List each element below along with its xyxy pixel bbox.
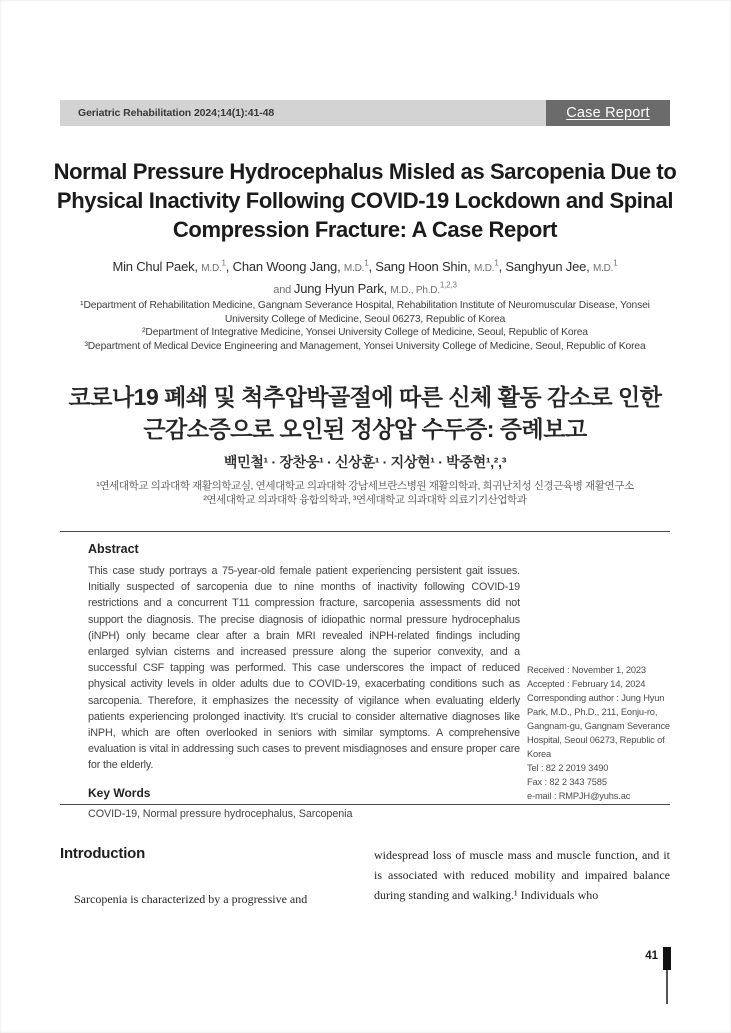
divider-above-abstract	[60, 531, 670, 532]
abstract-text: This case study portrays a 75-year-old female patient experiencing persistent gait issues. Initially suspected of sarcopenia due to nine months of inactivity following COVID-19 restrictions and a concurrent T11 compression fracture, sarcopenia assessments did not support the diagnosis. The precise diagnosis of idiopathic normal pressure hydrocephalus (iNPH) only became clear after a brain MRI revealed iNPH-related findings including enlarged sylvian cisterns and increased pressure along the superior convexity, and a successful CSF tapping was performed. This case underscores the impact of reduced physical activity levels in older adults due to COVID-19, exacerbating conditions such as sarcopenia. Therefore, it emphasizes the necessity of vigilance when evaluating elderly patients experiencing prolonged inactivity. It's crucial to consider alternative diagnoses like iNPH, which are often overlooked in seniors with similar symptoms. A comprehensive evaluation is vital in addressing such cases to prevent misdiagnoses and ensure proper care for the elderly.	[88, 565, 520, 772]
author-4: Sanghyun Jee, M.D.$^1$	[505, 259, 618, 275]
author-1: Min Chul Paek, M.D.$^1$,	[112, 259, 233, 275]
affiliation-list-english	[60, 299, 670, 353]
corresponding-author-info: Corresponding author : Jung Hyun Park, M.D., Ph.D., 211, Eonju-ro, Gangnam-gu, Gangnam Severance Hospital, Seoul 06273, Republic of Korea	[527, 693, 670, 759]
author-2: Chan Woong Jang, M.D.$^1$,	[232, 259, 376, 275]
divider-below-abstract	[60, 804, 670, 805]
abstract-heading: Abstract	[88, 542, 139, 556]
page-number-bar	[663, 947, 671, 970]
affiliation-list-korean	[60, 479, 670, 507]
introduction-paragraph-start: Sarcopenia is characterized by a progressive and	[74, 892, 308, 906]
fax-number: Fax : 82 2 343 7585	[527, 777, 607, 787]
abstract-section	[88, 542, 670, 820]
accepted-date: Accepted : February 14, 2024	[527, 679, 646, 689]
paper-title-english: Normal Pressure Hydrocephalus Misled as Sarcopenia Due to Physical Inactivity Following COVID-19 Lockdown and Spinal Compression Fracture: A Case Report	[53, 159, 677, 242]
author-3: Sang Hoon Shin, M.D.$^1$,	[375, 259, 506, 275]
paper-title-korean: 코로나19 폐쇄 및 척추압박골절에 따른 신체 활동 감소로 인한 근감소증으로 오인된 정상압 수두증: 증례보고	[68, 384, 662, 442]
affiliation-2: ²Department of Integrative Medicine, Yonsei University College of Medicine, Seoul, Republic of Korea	[142, 327, 588, 338]
email-address: e-mail : RMPJH@yuhs.ac	[527, 791, 631, 801]
introduction-section	[60, 845, 670, 909]
article-type-badge: Case Report	[546, 100, 670, 126]
abstract-column	[88, 542, 520, 820]
tel-number: Tel : 82 2 2019 3490	[527, 763, 609, 773]
affiliation-ko-2: ²연세대학교 의과대학 융합의학과, ³연세대학교 의과대학 의료기기산업학과	[203, 494, 527, 506]
keywords-text: COVID-19, Normal pressure hydrocephalus, Sarcopenia	[88, 807, 353, 820]
body-column-right	[374, 845, 670, 909]
body-column-left	[60, 845, 356, 909]
article-info-column	[527, 663, 670, 820]
affiliation-3: ³Department of Medical Device Engineering and Management, Yonsei University College of Medicine, Seoul, Republic of Korea	[84, 340, 646, 352]
author-5-corresponding: and Jung Hyun Park, M.D., Ph.D.$^{1,2,3}$	[273, 280, 457, 297]
page-edge-line	[666, 970, 668, 1004]
received-date: Received : November 1, 2023	[527, 665, 646, 675]
affiliation-ko-1: ¹연세대학교 의과대학 재활의학교실, 연세대학교 의과대학 강남세브란스병원 재활의학과, 희귀난치성 신경근육병 재활연구소	[96, 480, 634, 492]
author-list-korean: 백민철¹ · 장찬웅¹ · 신상훈¹ · 지상현¹ · 박중현¹,²,³	[223, 454, 507, 470]
introduction-heading: Introduction	[60, 845, 146, 862]
journal-header-bar	[60, 100, 670, 126]
keywords-heading: Key Words	[88, 785, 151, 800]
journal-citation: Geriatric Rehabilitation 2024;14(1):41-48	[60, 100, 546, 126]
affiliation-1: ¹Department of Rehabilitation Medicine, Gangnam Severance Hospital, Rehabilitation Institute of Neuromuscular Disease, Yonsei University College of Medicine, Seoul 06273, Republic of Korea	[80, 300, 650, 325]
page-number: 41	[645, 950, 658, 962]
introduction-paragraph-continued: widespread loss of muscle mass and muscle function, and it is associated with reduced mobility and impaired balance during standing and walking.¹ Individuals who	[374, 848, 670, 902]
author-list-english	[60, 256, 670, 300]
